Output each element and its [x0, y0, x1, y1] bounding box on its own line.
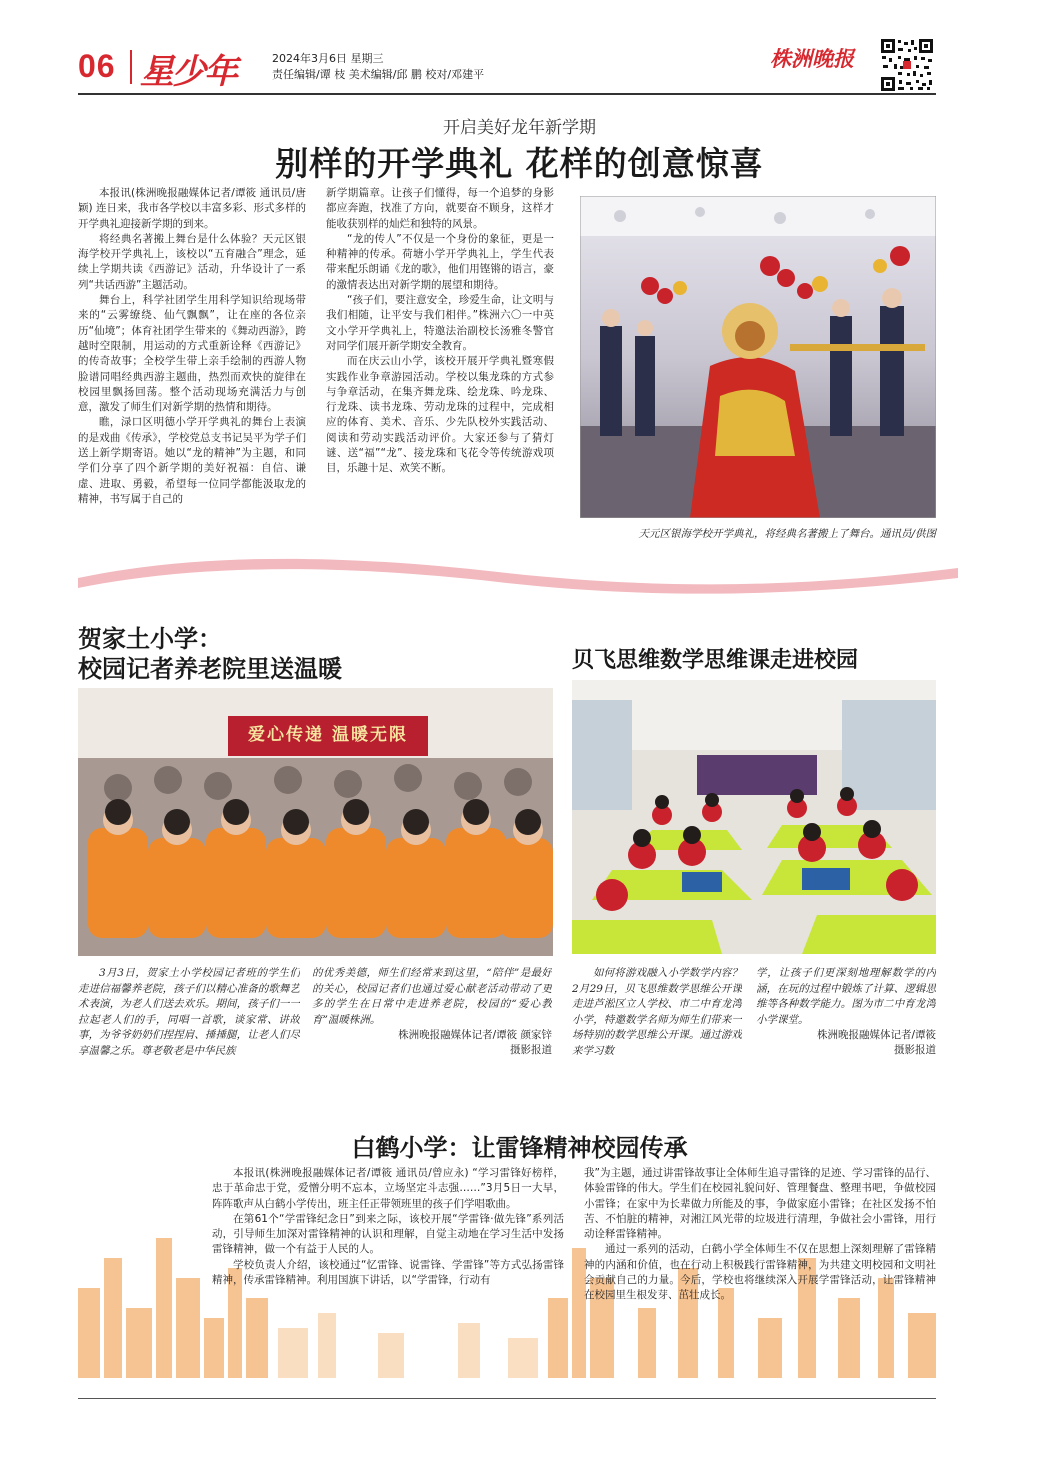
story2-byline-photo: 摄影报道 [510, 1044, 552, 1057]
story4-paragraph: 在第61个“学雷锋纪念日”到来之际，该校开展“学雷锋·做先锋”系列活动，引导师生加深对雷锋精神的认识和理解，自觉主动地在学习生活中发扬雷锋精神，做一个有益于人民的人。 [212, 1212, 564, 1256]
lead-headline: 别样的开学典礼 花样的创意惊喜 [275, 144, 764, 183]
story4-paragraph: 通过一系列的活动，白鹤小学全体师生不仅在思想上深刻理解了雷锋精神的内涵和价值，也在行动上积极践行雷锋精神，为共建文明校园和文明社会贡献自己的力量。今后，学校也将继续深入开展学雷锋活动，让雷锋精神在校园里生根发芽、茁壮成长。 [584, 1243, 936, 1302]
story3-photo-classroom [572, 680, 936, 954]
story3-column-1 [572, 966, 742, 1074]
lead-paragraph: “龙的传人”不仅是一个身份的象征，更是一种精神的传承。荷塘小学开学典礼上，学生代表带来配乐朗诵《龙的歌》，他们用铿锵的语言，豪的激情表达出对新学期的展望和期待。 [326, 232, 554, 291]
lead-column-1 [78, 186, 306, 541]
editors-line: 责任编辑/谭 枝 美术编辑/邱 鹏 校对/邓建平 [272, 68, 485, 81]
lead-column-2 [326, 186, 554, 541]
story2-paragraph: 的优秀美德，师生们经常来到这里，“陪伴”是最好的关心，校园记者们也通过爱心献老活动带动了更多的学生在日常中走进养老院，校园的“爱心教育”温暖株洲。 [312, 967, 552, 1026]
story2-headline-line2: 校园记者养老院里送温暖 [78, 654, 342, 683]
lead-paragraph: 瞧，渌口区明德小学开学典礼的舞台上表演的是戏曲《传承》，学校党总支书记吴平为学子们送上新学期寄语。她以“龙的精神”为主题，和同学们分享了四个新学期的美好祝福：自信、谦虚、进取、勇毅，希望每一位同学都能汲取龙的精神，书写属于自己的 [78, 416, 306, 505]
story4-paragraph: 我”为主题，通过讲雷锋故事让全体师生追寻雷锋的足迹、学习雷锋的品行、体验雷锋的伟大。学生们在校园礼貌问好、管理餐盘、整理书吧，争做校园小雷锋；在家中为长辈做力所能及的事，争做家庭小雷锋；在社区发扬不怕苦、不怕脏的精神，对湘江风光带的垃圾进行清理，争做社会小雷锋，用行动诠释雷锋精神。 [584, 1167, 936, 1241]
story2-photo-nursing-home [78, 688, 553, 956]
story4-headline: 白鹤小学：让雷锋精神校园传承 [351, 1133, 688, 1162]
story4-paragraph: 学校负责人介绍，该校通过“忆雷锋、说雷锋、学雷锋”等方式弘扬雷锋精神，传承雷锋精神。利用国旗下讲话，以“学雷锋，行动有 [212, 1258, 564, 1287]
story3-headline: 贝飞思维数学思维课走进校园 [572, 647, 859, 673]
masthead-rule [78, 93, 936, 95]
story2-column-2 [312, 966, 552, 1074]
story3-byline-photo: 摄影报道 [894, 1044, 936, 1057]
story4-column-1 [212, 1166, 564, 1316]
page-number: 06 [78, 48, 116, 84]
story3-byline: 株洲晚报融媒体记者/谭筱 [816, 1029, 936, 1041]
paper-logo: 株洲晚报 [770, 46, 854, 71]
story4-paragraph: 本报讯(株洲晚报融媒体记者/谭筱 通讯员/曾应永) “学习雷锋好榜样，忠于革命忠于党，爱憎分明不忘本，立场坚定斗志强……”3月5日一大早，阵阵歌声从白鹤小学传出，班主任正带领班里的孩子们学唱歌曲。 [212, 1167, 564, 1210]
story3-column-2 [756, 966, 936, 1074]
lead-paragraph: 将经典名著搬上舞台是什么体验？天元区银海学校开学典礼上，该校以“五育融合”理念，延续上学期共读《西游记》活动，升华设计了一系列“共话西游”主题活动。 [78, 232, 306, 291]
story3-paragraph: 学，让孩子们更深刻地理解数学的内涵，在玩的过程中锻炼了计算、逻辑思维等各种数学能力。图为市二中育龙湾小学课堂。 [756, 967, 936, 1026]
story2-paragraph: 3月3日，贺家土小学校园记者班的学生们走进信福馨养老院，孩子们以精心准备的歌舞艺术表演，为老人们送去欢乐。期间，孩子们一一拉起老人们的手，同唱一首歌，谈家常、讲故事，为爷爷奶奶们捏捏肩、捶捶腿，让老人们尽享温馨之乐。尊老敬老是中华民族 [78, 967, 300, 1057]
lead-paragraph: 而在庆云山小学，该校开展开学典礼暨寒假实践作业争章游园活动。学校以集龙珠的方式参与争章活动，在集齐舞龙珠、绘龙珠、吟龙珠、行龙珠、读书龙珠、劳动龙珠的过程中，完成相应的体育、美术、音乐、少先队校外实践活动、阅读和劳动实践活动评价。大家还参与了猜灯谜、送“福”“龙”、接龙珠和飞花令等传统游戏项目，乐趣十足、欢笑不断。 [326, 355, 554, 475]
story4-column-2 [584, 1166, 936, 1316]
decorative-ribbon [78, 548, 958, 594]
date-line: 2024年3月6日 星期三 [272, 52, 384, 65]
story2-column-1 [78, 966, 300, 1074]
lead-paragraph: 舞台上，科学社团学生用科学知识给现场带来的“云雾缭绕、仙气飘飘”，让在座的各位亲历“仙境”；体育社团学生带来的《舞动西游》，跨越时空限制，用运动的方式重新诠释《西游记》的传奇故事；全校学生带上亲手绘制的西游人物脸谱同唱经典西游主题曲，热烈而欢快的旋律在校园里飘扬回荡。整个活动现场充满活力与创意，激发了师生们对新学期的热情和期待。 [78, 294, 306, 414]
lead-photo-caption: 天元区银海学校开学典礼，将经典名著搬上了舞台。通讯员/供图 [638, 528, 936, 540]
story2-banner-text: 爱心传递 温暖无限 [248, 725, 408, 745]
story2-byline: 株洲晚报融媒体记者/谭筱 颜家锌 [398, 1029, 552, 1041]
lead-paragraph: “孩子们，要注意安全，珍爱生命，让文明与我们相随，让平安与我们相伴。”株洲六〇一中英文小学开学典礼上，特邀法治副校长汤雅冬警官对同学们展开新学期安全教育。 [326, 294, 554, 352]
lead-paragraph: 本报讯(株洲晚报融媒体记者/谭筱 通讯员/唐颖) 连日来，我市各学校以丰富多彩、形式多样的开学典礼迎接新学期的到来。 [78, 187, 306, 230]
story2-headline-line1: 贺家土小学： [78, 624, 222, 653]
qr-code [880, 38, 934, 92]
masthead-divider [130, 50, 132, 84]
footer-rule [78, 1398, 936, 1399]
story3-paragraph: 如何将游戏融入小学数学内容？2月29日，贝飞思维数学思维公开课走进芦淞区立人学校、市二中育龙湾小学，特邀数学名师为师生们带来一场特别的数学思维公开课。通过游戏来学习数 [572, 967, 742, 1057]
section-logo: 星少年 [140, 52, 236, 92]
lead-paragraph: 新学期篇章。让孩子们懂得，每一个追梦的身影都应奔跑，找准了方向，就要奋不顾身，这样才能收获别样的灿烂和独特的风景。 [326, 187, 554, 230]
lead-kicker: 开启美好龙年新学期 [443, 118, 596, 138]
lead-photo-stage [580, 196, 936, 518]
